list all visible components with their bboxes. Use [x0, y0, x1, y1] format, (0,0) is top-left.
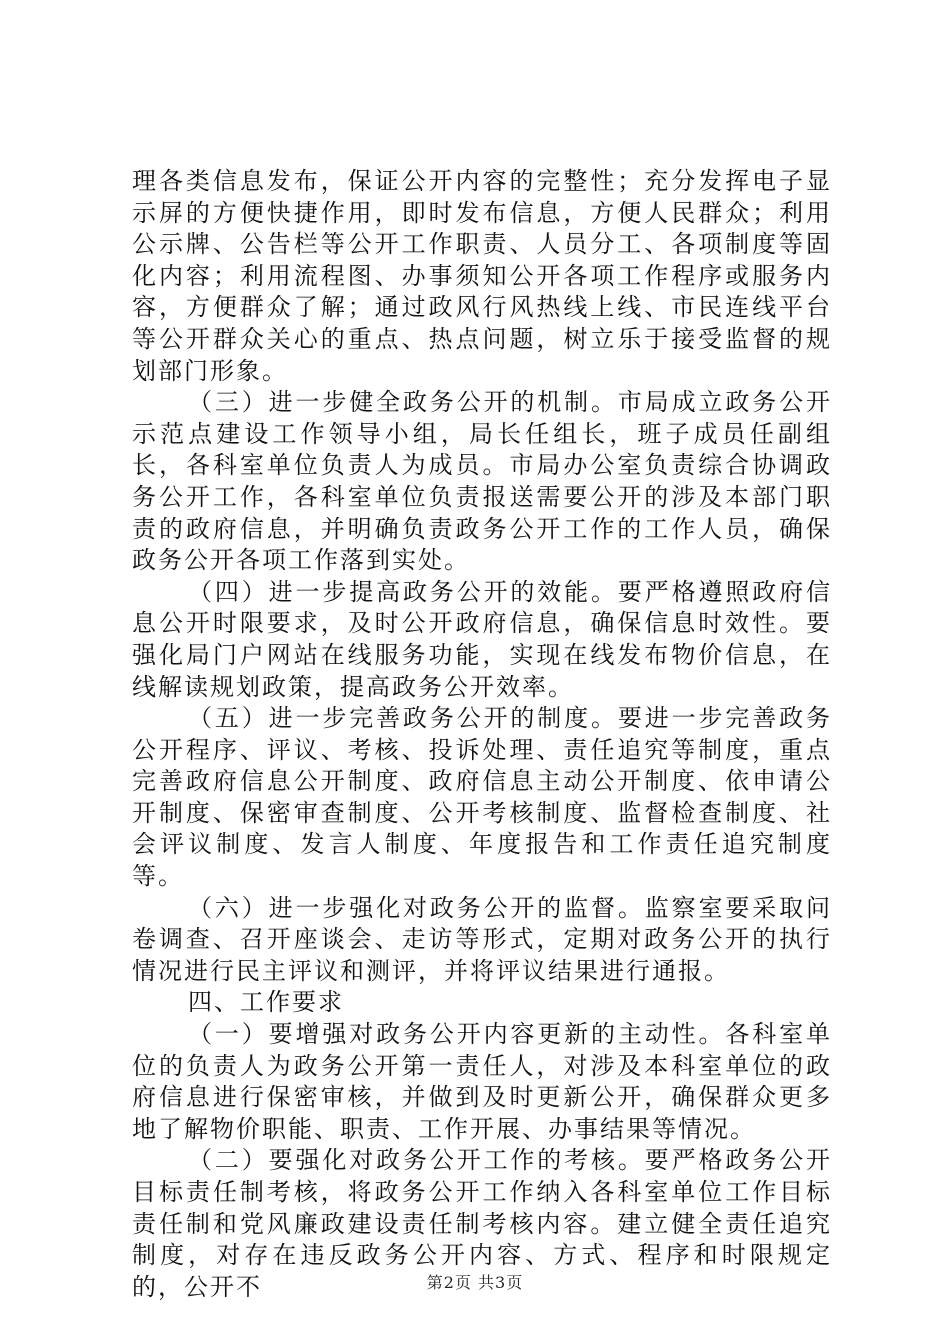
paragraph-section-6: （六）进一步强化对政务公开的监督。监察室要采取问卷调查、召开座谈会、走访等形式，定期对政务公开的执行情况进行民主评议和测评，并将评议结果进行通报。	[132, 893, 832, 985]
section-heading-work-requirements: 四、工作要求	[188, 988, 344, 1017]
paragraph-continuation: 理各类信息发布，保证公开内容的完整性；充分发挥电子显示屏的方便快捷作用，即时发布信息，方便人民群众；利用公示牌、公告栏等公开工作职责、人员分工、各项制度等固化内容；利用流程图、办事须知公开各项工作程序或服务内容，方便群众了解；通过政风行风热线上线、市民连线平台等公开群众关心的重点、热点问题，树立乐于接受监督的规划部门形象。	[132, 167, 832, 385]
paragraph-requirement-1: （一）要增强对政务公开内容更新的主动性。各科室单位的负责人为政务公开第一责任人，对涉及本科室单位的政府信息进行保密审核，并做到及时更新公开，确保群众更多地了解物价职能、职责、工作开展、办事结果等情况。	[132, 1020, 832, 1143]
paragraph-section-5: （五）进一步完善政务公开的制度。要进一步完善政务公开程序、评议、考核、投诉处理、责任追究等制度，重点完善政府信息公开制度、政府信息主动公开制度、依申请公开制度、保密审查制度、公开考核制度、监督检查制度、社会评议制度、发言人制度、年度报告和工作责任追究制度等。	[132, 704, 832, 891]
page-number-footer: 第2页 共3页	[426, 1273, 524, 1292]
document-body	[132, 166, 832, 1303]
paragraph-requirement-2: （二）要强化对政务公开工作的考核。要严格政务公开目标责任制考核，将政务公开工作纳入各科室单位工作目标责任制和党风廉政建设责任制考核内容。建立健全责任追究制度，对存在违反政务公开内容、方式、程序和时限规定的，公开不	[132, 1146, 832, 1301]
paragraph-section-3: （三）进一步健全政务公开的机制。市局成立政务公开示范点建设工作领导小组，局长任组长，班子成员任副组长，各科室单位负责人为成员。市局办公室负责综合协调政务公开工作，各科室单位负责报送需要公开的涉及本部门职责的政府信息，并明确负责政务公开工作的工作人员，确保政务公开各项工作落到实处。	[132, 388, 832, 575]
paragraph-section-4: （四）进一步提高政务公开的效能。要严格遵照政府信息公开时限要求，及时公开政府信息，确保信息时效性。要强化局门户网站在线服务功能，实现在线发布物价信息，在线解读规划政策，提高政务公开效率。	[132, 577, 832, 701]
